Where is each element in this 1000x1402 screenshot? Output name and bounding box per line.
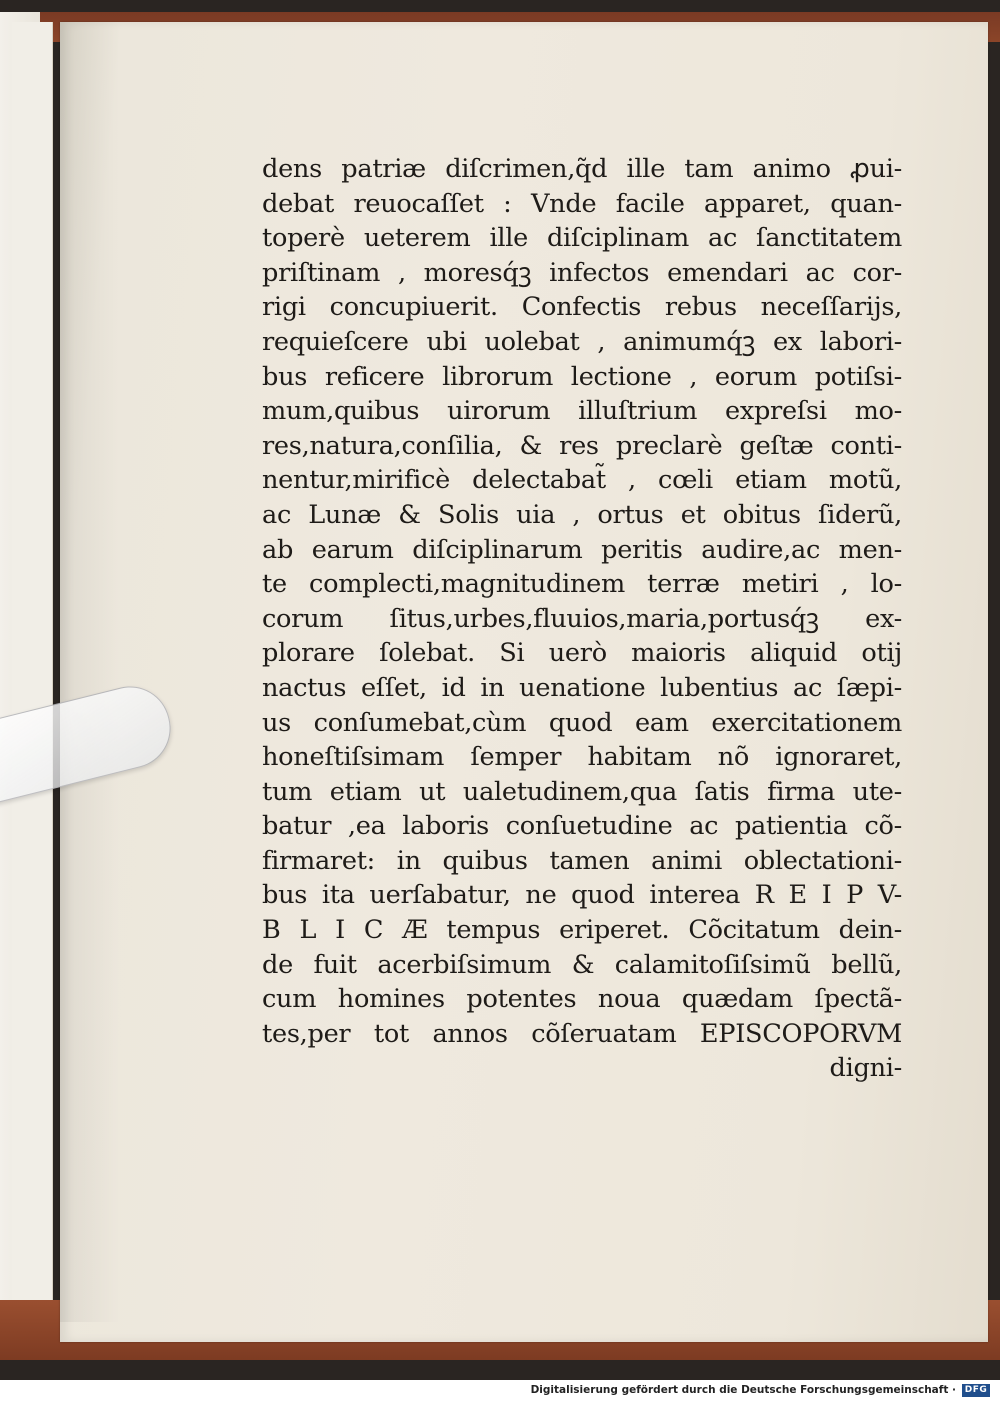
text-line: bus ita uerſabatur, ne quod interea R E I P V- xyxy=(262,880,902,911)
text-line: firmaret: in quibus tamen animi oblectationi- xyxy=(262,845,902,876)
text-line: ac Lunæ & Solis uia , ortus et obitus ſiderũ, xyxy=(262,499,902,530)
text-line: te complecti,magnitudinem terræ metiri , lo- xyxy=(262,569,902,600)
text-line: toperè ueterem ille diſciplinam ac ſanctitatem xyxy=(262,223,902,254)
page-gutter-shadow xyxy=(60,22,120,1322)
text-line: us conſumebat,cùm quod eam exercitationem xyxy=(262,707,902,738)
text-line: de fuit acerbiſsimum & calamitoſiſsimũ bellũ, xyxy=(262,949,902,980)
text-line: ab earum diſciplinarum peritis audire,ac men- xyxy=(262,534,902,565)
text-line: honeſtiſsimam ſemper habitam nõ ignoraret, xyxy=(262,742,902,773)
previous-page-edge xyxy=(12,22,53,1332)
text-line: dens patriæ diſcrimen,q̃d ille tam animo ꝓui- xyxy=(262,154,902,184)
text-line: rigi concupiuerit. Confectis rebus neceſſarijs, xyxy=(262,292,902,323)
text-line: requieſcere ubi uolebat , animumq́ꝫ ex labori- xyxy=(262,326,902,357)
text-line: debat reuocaſſet : Vnde facile apparet, quan- xyxy=(262,188,902,219)
text-line: tes,per tot annos cõſeruatam EPISCOPORVM xyxy=(262,1018,902,1049)
text-line: mum,quibus uirorum illuſtrium expreſsi mo- xyxy=(262,396,902,427)
text-line: nactus eſſet, id in uenatione lubentius ac ſæpi- xyxy=(262,672,902,703)
text-line: plorare ſolebat. Si uerò maioris aliquid otij xyxy=(262,638,902,669)
text-line: bus reficere librorum lectione , eorum potiſsi- xyxy=(262,361,902,392)
text-line: tum etiam ut ualetudinem,qua ſatis firma ute- xyxy=(262,776,902,807)
text-line: batur ,ea laboris conſuetudine ac patientia cõ- xyxy=(262,811,902,842)
footer-bar xyxy=(0,1380,1000,1402)
text-line: corum ſitus,urbes,fluuios,maria,portusq́ꝫ ex- xyxy=(262,603,902,634)
text-line: nentur,mirificè delectabat̃ , cœli etiam motũ, xyxy=(262,465,902,496)
text-line: cum homines potentes noua quædam ſpectã- xyxy=(262,984,902,1015)
text-line: res,natura,conſilia, & res preclarè geſtæ conti- xyxy=(262,430,902,461)
page-text xyxy=(262,152,902,1086)
text-line: priſtinam , moresq́ꝫ infectos emendari ac cor- xyxy=(262,257,902,288)
catchword: digni- xyxy=(829,1053,902,1084)
funding-notice: Digitalisierung gefördert durch die Deutsche Forschungsgemeinschaft · xyxy=(530,1384,956,1396)
text-line: B L I C Æ tempus eriperet. Cõcitatum dein- xyxy=(262,915,902,946)
dfg-logo-icon: DFG xyxy=(962,1384,990,1397)
